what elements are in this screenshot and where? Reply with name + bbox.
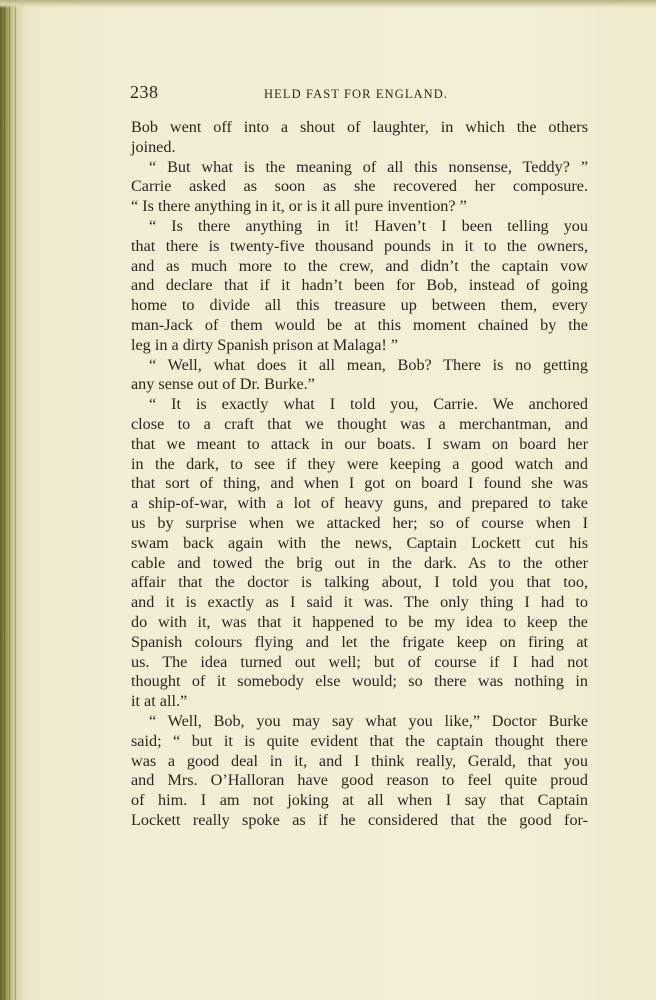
text-line: “ Is there anything in it, or is it all pure invention? ” (131, 197, 467, 216)
text-line: and it is exactly as I said it was. The only thing I had to (131, 593, 588, 612)
page-header (130, 82, 590, 104)
book-binding (0, 0, 24, 1000)
text-line: “ Well, what does it all mean, Bob? There is no getting (149, 355, 588, 374)
body-text (131, 118, 588, 831)
text-line: thought of it somebody else would; so there was nothing in (131, 672, 588, 691)
text-line: “ But what is the meaning of all this nonsense, Teddy? ” (149, 157, 588, 176)
text-line: Spanish colours flying and let the frigate keep on firing at (131, 632, 588, 651)
text-line: us. The idea turned out well; but of course if I had not (131, 652, 588, 671)
text-line: and as much more to the crew, and didn’t the captain vow (131, 256, 588, 275)
text-line: was a good deal in it, and I think really, Gerald, that you (131, 751, 588, 770)
text-line: Carrie asked as soon as she recovered her composure. (131, 177, 588, 196)
text-line: man-Jack of them would be at this moment chained by the (131, 315, 588, 334)
text-line: cable and towed the brig out in the dark. As to the other (131, 553, 588, 572)
text-line: a ship-of-war, with a lot of heavy guns, and prepared to take (131, 494, 588, 513)
text-line: that we meant to attack in our boats. I swam on board her (131, 434, 588, 453)
page-top-edge (0, 0, 656, 8)
text-line: swam back again with the news, Captain Lockett cut his (131, 533, 588, 552)
text-line: home to divide all this treasure up between them, every (131, 296, 588, 315)
text-line: any sense out of Dr. Burke.” (131, 375, 315, 394)
text-line: affair that the doctor is talking about, I told you that too, (131, 573, 588, 592)
text-line: in the dark, to see if they were keeping a good watch and (131, 454, 588, 473)
text-line: of him. I am not joking at all when I say that Captain (131, 791, 588, 810)
text-line: and Mrs. O’Halloran have good reason to feel quite proud (131, 771, 588, 790)
text-line: “ Is there anything in it! Haven’t I been telling you (149, 216, 588, 235)
text-line: “ Well, Bob, you may say what you like,” Doctor Burke (149, 711, 588, 730)
text-line: do with it, was that it happened to be my idea to keep the (131, 612, 588, 631)
text-line: that there is twenty-five thousand pounds in it to the owners, (131, 236, 588, 255)
running-head: HELD FAST FOR ENGLAND. (264, 87, 449, 101)
text-line: and declare that if it hadn’t been for Bob, instead of going (131, 276, 588, 295)
text-line: it at all.” (131, 692, 188, 711)
text-line: “ It is exactly what I told you, Carrie. We anchored (149, 395, 588, 414)
text-line: close to a craft that we thought was a merchantman, and (131, 414, 588, 433)
page-number: 238 (130, 82, 159, 102)
text-line: us by surprise when we attacked her; so of course when I (131, 513, 588, 532)
text-line: that sort of thing, and when I got on board I found she was (131, 474, 588, 493)
text-line: Lockett really spoke as if he considered that the good for- (131, 810, 588, 829)
text-line: joined. (131, 137, 176, 156)
text-line: leg in a dirty Spanish prison at Malaga! ” (131, 335, 399, 354)
text-line: Bob went off into a shout of laughter, in which the others (131, 118, 588, 136)
text-line: said; “ but it is quite evident that the captain thought there (131, 731, 588, 750)
